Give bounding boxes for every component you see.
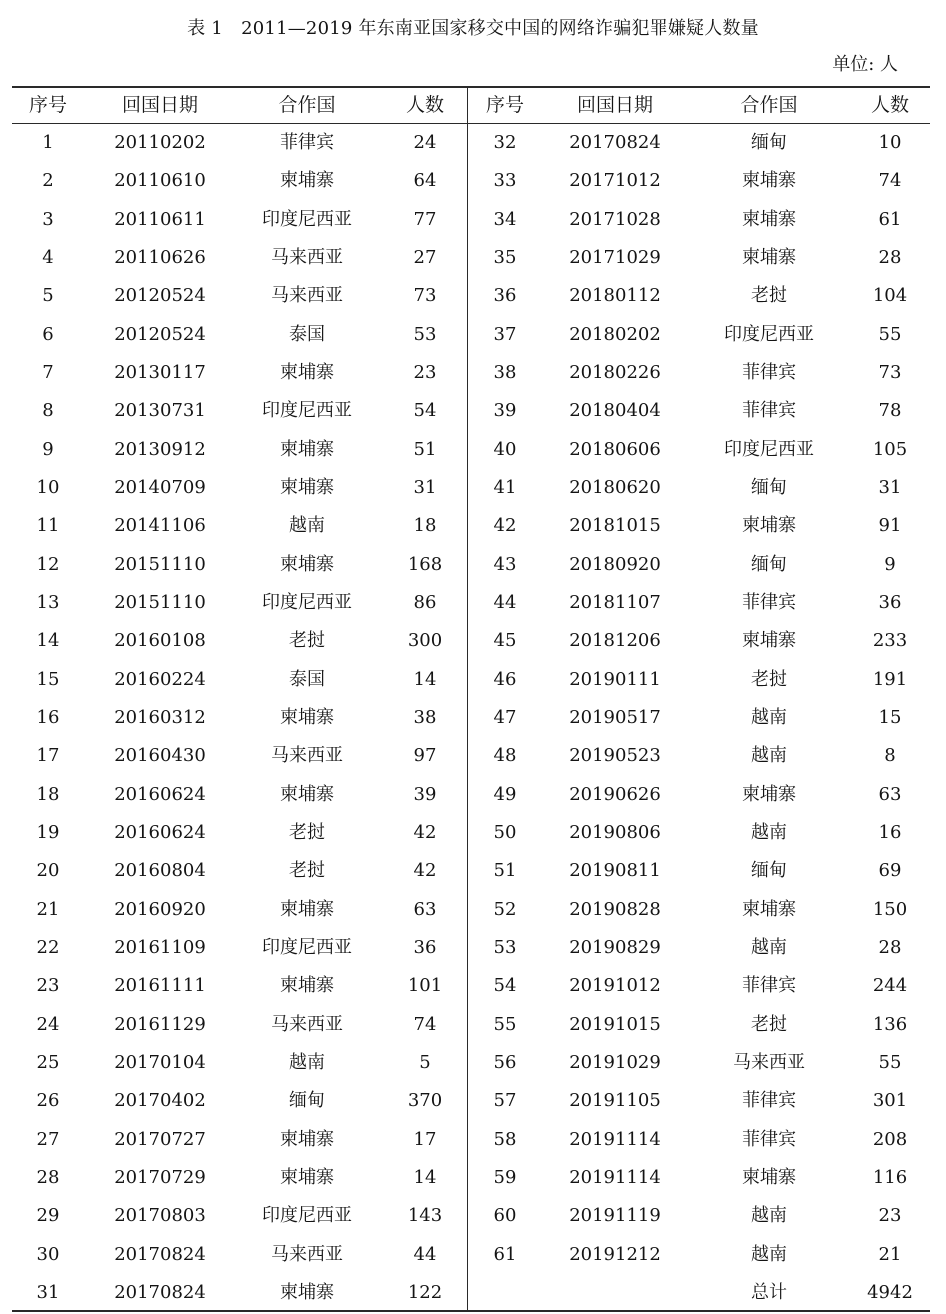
cell-left-index: 7 (42, 362, 54, 383)
cell-left-country: 菲律宾 (280, 132, 334, 153)
cell-left-country: 柬埔寨 (280, 898, 334, 920)
cell-right-date: 20190811 (569, 860, 661, 882)
cell-left-date: 20160804 (114, 860, 206, 882)
cell-right-index: 50 (493, 821, 517, 843)
cell-left-count: 42 (413, 821, 437, 843)
cell-left-country: 印度尼西亚 (262, 400, 352, 422)
cell-right-index: 56 (493, 1051, 517, 1073)
cell-left-date: 20160108 (114, 630, 206, 652)
cell-right-country: 越南 (751, 821, 787, 843)
cell-left-date: 20160624 (114, 821, 206, 843)
cell-left-count: 101 (407, 975, 443, 997)
cell-left-country: 泰国 (289, 668, 325, 690)
cell-left-count: 36 (413, 936, 437, 958)
header-right-count: 人数 (870, 94, 909, 116)
cell-left-date: 20161129 (114, 1013, 206, 1035)
cell-left-index: 30 (36, 1243, 60, 1265)
cell-left-date: 20170729 (114, 1166, 206, 1188)
cell-right-count: 233 (872, 630, 908, 652)
cell-left-country: 柬埔寨 (280, 553, 334, 575)
cell-left-index: 28 (36, 1166, 60, 1188)
cell-left-count: 18 (413, 515, 437, 537)
cell-left-index: 11 (36, 515, 60, 537)
cell-left-count: 17 (413, 1128, 437, 1150)
cell-right-index: 47 (493, 706, 517, 728)
cell-left-index: 15 (36, 668, 60, 690)
cell-left-index: 9 (42, 438, 54, 460)
cell-right-country: 总计 (751, 1281, 787, 1303)
cell-right-country: 柬埔寨 (742, 898, 796, 920)
cell-left-date: 20160224 (114, 668, 206, 690)
cell-left-country: 马来西亚 (271, 1013, 343, 1035)
cell-left-count: 31 (413, 477, 437, 498)
cell-right-count: 55 (878, 323, 902, 345)
cell-left-date: 20130731 (114, 400, 206, 422)
cell-left-country: 越南 (289, 1051, 325, 1073)
cell-left-index: 14 (36, 630, 60, 652)
cell-right-index: 46 (493, 668, 517, 690)
cell-right-date: 20190626 (569, 783, 661, 805)
table-center-divider (467, 88, 468, 1310)
cell-right-country: 老挝 (751, 668, 787, 690)
cell-left-count: 23 (413, 362, 437, 383)
cell-right-index: 35 (493, 247, 517, 268)
cell-left-date: 20110611 (114, 208, 206, 230)
cell-left-date: 20110626 (114, 247, 206, 268)
cell-right-index: 61 (493, 1243, 517, 1265)
cell-left-index: 23 (36, 975, 60, 997)
cell-left-count: 39 (413, 783, 437, 805)
cell-left-index: 4 (42, 247, 54, 268)
cell-left-count: 53 (413, 323, 437, 345)
cell-left-count: 143 (407, 1205, 443, 1227)
cell-left-date: 20160920 (114, 898, 206, 920)
cell-right-index: 52 (493, 898, 517, 920)
cell-right-count: 28 (878, 936, 902, 958)
cell-right-index: 38 (493, 362, 517, 383)
cell-right-index: 45 (493, 630, 517, 652)
cell-right-date: 20180404 (569, 400, 661, 422)
cell-right-country: 柬埔寨 (742, 783, 796, 805)
cell-left-index: 26 (36, 1090, 60, 1112)
cell-left-country: 印度尼西亚 (262, 208, 352, 230)
cell-right-date (550, 1274, 680, 1312)
cell-left-date: 20170803 (114, 1205, 206, 1227)
cell-left-country: 柬埔寨 (280, 1281, 334, 1303)
cell-left-count: 64 (413, 170, 437, 192)
cell-right-country: 越南 (751, 1205, 787, 1227)
cell-right-country: 越南 (751, 936, 787, 958)
header-left-date: 回国日期 (121, 94, 198, 116)
cell-right-count: 244 (872, 975, 908, 997)
cell-right-date: 20180606 (569, 438, 661, 460)
cell-left-count: 63 (413, 898, 437, 920)
cell-left-country: 柬埔寨 (280, 1166, 334, 1188)
cell-right-index: 32 (493, 132, 517, 153)
cell-right-country: 柬埔寨 (742, 630, 796, 652)
cell-right-date: 20181015 (569, 515, 661, 537)
cell-right-date: 20190523 (569, 745, 661, 767)
cell-left-count: 74 (413, 1013, 437, 1035)
cell-left-date: 20170824 (114, 1243, 206, 1265)
cell-left-country: 柬埔寨 (280, 477, 334, 498)
cell-left-country: 柬埔寨 (280, 1128, 334, 1150)
cell-left-country: 泰国 (289, 323, 325, 345)
cell-left-count: 38 (413, 706, 437, 728)
header-right-index: 序号 (485, 94, 524, 116)
cell-left-country: 印度尼西亚 (262, 936, 352, 958)
cell-left-count: 14 (413, 668, 437, 690)
cell-right-country: 菲律宾 (742, 400, 796, 422)
cell-right-country: 越南 (751, 1243, 787, 1265)
cell-right-date: 20180112 (569, 285, 661, 307)
cell-left-country: 柬埔寨 (280, 170, 334, 192)
header-left-country: 合作国 (278, 94, 336, 116)
cell-right-count: 208 (872, 1128, 908, 1150)
cell-right-index: 54 (493, 975, 517, 997)
cell-right-date: 20180920 (569, 553, 661, 575)
cell-left-count: 54 (413, 400, 437, 422)
cell-left-date: 20161111 (114, 975, 206, 997)
cell-left-count: 27 (413, 247, 437, 268)
cell-right-index: 60 (493, 1205, 517, 1227)
cell-right-date: 20191114 (569, 1128, 661, 1150)
cell-left-date: 20160312 (114, 706, 206, 728)
cell-left-index: 20 (36, 860, 60, 882)
cell-left-country: 印度尼西亚 (262, 592, 352, 613)
cell-right-country: 菲律宾 (742, 975, 796, 997)
cell-left-country: 柬埔寨 (280, 783, 334, 805)
cell-left-date: 20110610 (114, 170, 206, 192)
cell-left-count: 300 (407, 630, 443, 652)
cell-right-date: 20180226 (569, 362, 661, 383)
cell-left-country: 柬埔寨 (280, 362, 334, 383)
cell-left-country: 缅甸 (289, 1090, 325, 1112)
cell-left-country: 马来西亚 (271, 1243, 343, 1265)
cell-left-date: 20120524 (114, 323, 206, 345)
cell-left-index: 5 (42, 285, 54, 307)
cell-right-count: 301 (872, 1090, 908, 1112)
cell-right-index: 57 (493, 1090, 517, 1112)
cell-right-count: 36 (878, 592, 902, 613)
cell-left-index: 24 (36, 1013, 60, 1035)
cell-right-date: 20181206 (569, 630, 661, 652)
cell-left-index: 1 (42, 132, 54, 153)
cell-left-index: 19 (36, 821, 60, 843)
cell-left-date: 20130912 (114, 438, 206, 460)
cell-right-date: 20191105 (569, 1090, 661, 1112)
cell-right-date: 20190517 (569, 706, 661, 728)
cell-left-count: 24 (413, 132, 437, 153)
cell-right-index: 37 (493, 323, 517, 345)
cell-right-count: 55 (878, 1051, 902, 1073)
cell-right-count: 73 (878, 362, 902, 383)
cell-right-index: 42 (493, 515, 517, 537)
cell-right-index: 48 (493, 745, 517, 767)
cell-left-count: 86 (413, 592, 437, 613)
cell-right-index: 43 (493, 553, 517, 575)
cell-right-date: 20170824 (569, 132, 661, 153)
cell-left-count: 97 (413, 745, 437, 767)
cell-left-index: 17 (36, 745, 60, 767)
cell-right-index: 39 (493, 400, 517, 422)
cell-right-count: 116 (872, 1166, 908, 1188)
cell-right-date: 20180620 (569, 477, 661, 498)
cell-left-date: 20170727 (114, 1128, 206, 1150)
cell-left-country: 柬埔寨 (280, 438, 334, 460)
cell-left-index: 25 (36, 1051, 60, 1073)
cell-left-index: 6 (42, 323, 54, 345)
cell-left-date: 20151110 (114, 553, 206, 575)
cell-left-count: 77 (413, 208, 437, 230)
cell-left-index: 22 (36, 936, 60, 958)
cell-right-date: 20190806 (569, 821, 661, 843)
cell-right-count: 104 (872, 285, 908, 307)
cell-left-count: 5 (419, 1051, 431, 1073)
cell-left-date: 20141106 (114, 515, 206, 537)
cell-right-count: 69 (878, 860, 902, 882)
cell-right-country: 缅甸 (751, 860, 787, 882)
cell-left-date: 20160624 (114, 783, 206, 805)
cell-right-count: 105 (872, 438, 908, 460)
cell-right-count: 136 (872, 1013, 908, 1035)
cell-right-index: 33 (493, 170, 517, 192)
cell-right-count: 9 (884, 553, 896, 575)
cell-right-count: 15 (878, 706, 902, 728)
cell-right-index: 36 (493, 285, 517, 307)
cell-right-date: 20191015 (569, 1013, 661, 1035)
cell-left-date: 20170402 (114, 1090, 206, 1112)
cell-left-date: 20151110 (114, 592, 206, 613)
cell-right-country: 柬埔寨 (742, 208, 796, 230)
cell-right-index: 40 (493, 438, 517, 460)
cell-left-index: 2 (42, 170, 54, 192)
cell-left-index: 18 (36, 783, 60, 805)
cell-right-date: 20181107 (569, 592, 661, 613)
cell-left-count: 168 (407, 553, 443, 575)
cell-right-index: 44 (493, 592, 517, 613)
cell-right-country: 越南 (751, 745, 787, 767)
cell-right-country: 马来西亚 (733, 1051, 805, 1073)
cell-left-country: 印度尼西亚 (262, 1205, 352, 1227)
cell-right-date: 20190828 (569, 898, 661, 920)
cell-right-count: 21 (878, 1243, 902, 1265)
cell-left-count: 42 (413, 860, 437, 882)
cell-left-country: 柬埔寨 (280, 706, 334, 728)
cell-right-country: 菲律宾 (742, 1128, 796, 1150)
cell-left-index: 8 (42, 400, 54, 422)
cell-right-date: 20191114 (569, 1166, 661, 1188)
cell-right-date: 20171029 (569, 247, 661, 268)
cell-left-country: 老挝 (289, 860, 325, 882)
cell-right-country: 缅甸 (751, 477, 787, 498)
cell-right-count: 31 (878, 477, 902, 498)
cell-right-date: 20190111 (569, 668, 661, 690)
cell-left-index: 27 (36, 1128, 60, 1150)
cell-right-index: 53 (493, 936, 517, 958)
cell-right-count: 74 (878, 170, 902, 192)
cell-left-country: 老挝 (289, 630, 325, 652)
cell-right-country: 印度尼西亚 (724, 438, 814, 460)
cell-left-count: 14 (413, 1166, 437, 1188)
cell-right-index: 55 (493, 1013, 517, 1035)
cell-right-country: 菲律宾 (742, 362, 796, 383)
cell-right-count: 28 (878, 247, 902, 268)
table-title: 表 1 2011—2019 年东南亚国家移交中国的网络诈骗犯罪嫌疑人数量 (187, 18, 759, 39)
cell-right-count: 191 (872, 668, 908, 690)
cell-right-date: 20171028 (569, 208, 661, 230)
header-right-country: 合作国 (740, 94, 798, 116)
cell-left-count: 122 (407, 1281, 443, 1303)
cell-right-index: 51 (493, 860, 517, 882)
cell-left-index: 3 (42, 208, 54, 230)
cell-left-date: 20120524 (114, 285, 206, 307)
cell-left-country: 越南 (289, 515, 325, 537)
cell-right-index: 49 (493, 783, 517, 805)
cell-right-index (470, 1274, 540, 1312)
cell-right-index: 34 (493, 208, 517, 230)
cell-right-count: 91 (878, 515, 902, 537)
cell-right-country: 菲律宾 (742, 1090, 796, 1112)
cell-right-country: 印度尼西亚 (724, 323, 814, 345)
cell-right-count: 150 (872, 898, 908, 920)
cell-right-count: 4942 (867, 1281, 913, 1303)
cell-right-country: 柬埔寨 (742, 1166, 796, 1188)
cell-right-country: 老挝 (751, 285, 787, 307)
cell-right-country: 菲律宾 (742, 592, 796, 613)
cell-right-index: 41 (493, 477, 517, 498)
cell-right-date: 20191012 (569, 975, 661, 997)
cell-left-date: 20130117 (114, 362, 206, 383)
cell-right-index: 58 (493, 1128, 517, 1150)
cell-right-date: 20171012 (569, 170, 661, 192)
cell-right-date: 20191029 (569, 1051, 661, 1073)
cell-right-date: 20191212 (569, 1243, 661, 1265)
cell-left-country: 马来西亚 (271, 285, 343, 307)
cell-right-count: 16 (878, 821, 902, 843)
cell-right-count: 78 (878, 400, 902, 422)
cell-left-index: 21 (36, 898, 60, 920)
cell-right-country: 柬埔寨 (742, 515, 796, 537)
cell-right-count: 23 (878, 1205, 902, 1227)
cell-left-count: 73 (413, 285, 437, 307)
cell-right-country: 缅甸 (751, 132, 787, 153)
cell-right-country: 柬埔寨 (742, 247, 796, 268)
cell-right-date: 20180202 (569, 323, 661, 345)
cell-left-date: 20161109 (114, 936, 206, 958)
cell-left-index: 10 (36, 477, 60, 498)
cell-left-index: 13 (36, 592, 60, 613)
cell-left-date: 20140709 (114, 477, 206, 498)
cell-left-index: 16 (36, 706, 60, 728)
unit-label: 单位: 人 (832, 54, 898, 75)
cell-right-count: 61 (878, 208, 902, 230)
cell-right-count: 10 (878, 132, 902, 153)
header-left-count: 人数 (405, 94, 444, 116)
cell-right-country: 老挝 (751, 1013, 787, 1035)
cell-right-count: 63 (878, 783, 902, 805)
cell-right-country: 柬埔寨 (742, 170, 796, 192)
cell-left-date: 20110202 (114, 132, 206, 153)
cell-right-country: 缅甸 (751, 553, 787, 575)
cell-left-date: 20160430 (114, 745, 206, 767)
cell-left-date: 20170824 (114, 1281, 206, 1303)
cell-left-index: 12 (36, 553, 60, 575)
header-right-date: 回国日期 (576, 94, 653, 116)
cell-right-country: 越南 (751, 706, 787, 728)
cell-left-country: 柬埔寨 (280, 975, 334, 997)
cell-right-date: 20191119 (569, 1205, 661, 1227)
cell-right-date: 20190829 (569, 936, 661, 958)
cell-left-count: 370 (407, 1090, 443, 1112)
header-left-index: 序号 (28, 94, 67, 116)
cell-left-date: 20170104 (114, 1051, 206, 1073)
cell-left-count: 44 (413, 1243, 437, 1265)
cell-left-index: 31 (36, 1281, 60, 1303)
cell-left-index: 29 (36, 1205, 60, 1227)
cell-left-country: 马来西亚 (271, 745, 343, 767)
cell-left-country: 老挝 (289, 821, 325, 843)
cell-left-count: 51 (413, 438, 437, 460)
cell-right-count: 8 (884, 745, 896, 767)
cell-left-country: 马来西亚 (271, 247, 343, 268)
cell-right-index: 59 (493, 1166, 517, 1188)
